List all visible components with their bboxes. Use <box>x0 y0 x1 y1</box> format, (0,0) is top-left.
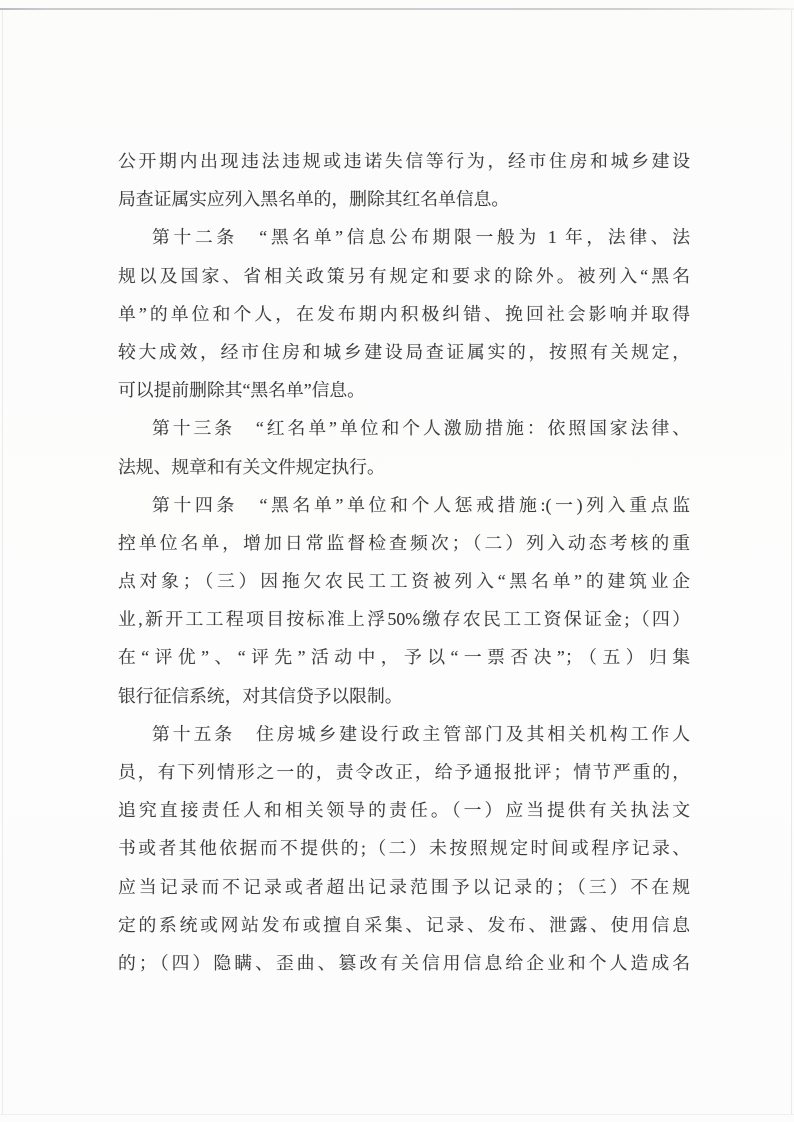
text-line: 员，有下列情形之一的，责令改正，给予通报批评；情节严重的， <box>118 762 690 782</box>
text-line: 控单位名单，增加日常监督检查频次；（二）列入动态考核的重 <box>118 532 690 553</box>
text-line: 追究直接责任人和相关领导的责任。（一）应当提供有关执法文 <box>118 800 690 821</box>
text-line: 局查证属实应列入黑名单的，删除其红名单信息。 <box>118 189 510 210</box>
text-line: 在“评优”、“评先”活动中，予以“一票否决”；（五）归集 <box>118 647 690 668</box>
text-line: 银行征信系统，对其信贷予以限制。 <box>118 685 403 706</box>
scan-edge-left <box>2 10 3 1115</box>
text-line: 点对象；（三）因拖欠农民工工资被列入“黑名单”的建筑业企 <box>118 571 690 592</box>
text-line: 第十四条 “黑名单”单位和个人惩戒措施:(一)列入重点监 <box>152 494 690 515</box>
scan-edge-right <box>791 10 792 1115</box>
text-line: 较大成效，经市住房和城乡建设局查证属实的，按照有关规定， <box>118 341 690 362</box>
text-line: 定的系统或网站发布或擅自采集、记录、发布、泄露、使用信息 <box>118 914 690 935</box>
text-line: 可以提前删除其“黑名单”信息。 <box>118 380 365 401</box>
text-line: 法规、规章和有关文件规定执行。 <box>118 456 385 477</box>
text-line: 第十五条 住房城乡建设行政主管部门及其相关机构工作人 <box>152 723 690 744</box>
text-line: 第十三条 “红名单”单位和个人激励措施：依照国家法律、 <box>152 418 690 439</box>
text-line: 书或者其他依据而不提供的;（二）未按照规定时间或程序记录、 <box>118 838 690 859</box>
text-line: 业,新开工工程项目按标准上浮50%缴存农民工工资保证金;（四） <box>118 609 690 630</box>
document-text <box>118 142 690 982</box>
text-line: 的；（四）隐瞒、歪曲、篡改有关信用信息给企业和个人造成名 <box>118 952 690 973</box>
scan-edge-top <box>0 8 794 10</box>
text-line: 单”的单位和个人，在发布期内积极纠错、挽回社会影响并取得 <box>118 303 690 324</box>
text-line: 公开期内出现违法违规或违诺失信等行为，经市住房和城乡建设 <box>118 151 690 171</box>
text-line: 规以及国家、省相关政策另有规定和要求的除外。被列入“黑名 <box>118 265 690 286</box>
text-line: 应当记录而不记录或者超出记录范围予以记录的；（三）不在规 <box>118 876 690 897</box>
text-line: 第十二条 “黑名单”信息公布期限一般为 1 年，法律、法 <box>152 227 690 248</box>
scan-edge-bottom <box>0 1114 794 1115</box>
